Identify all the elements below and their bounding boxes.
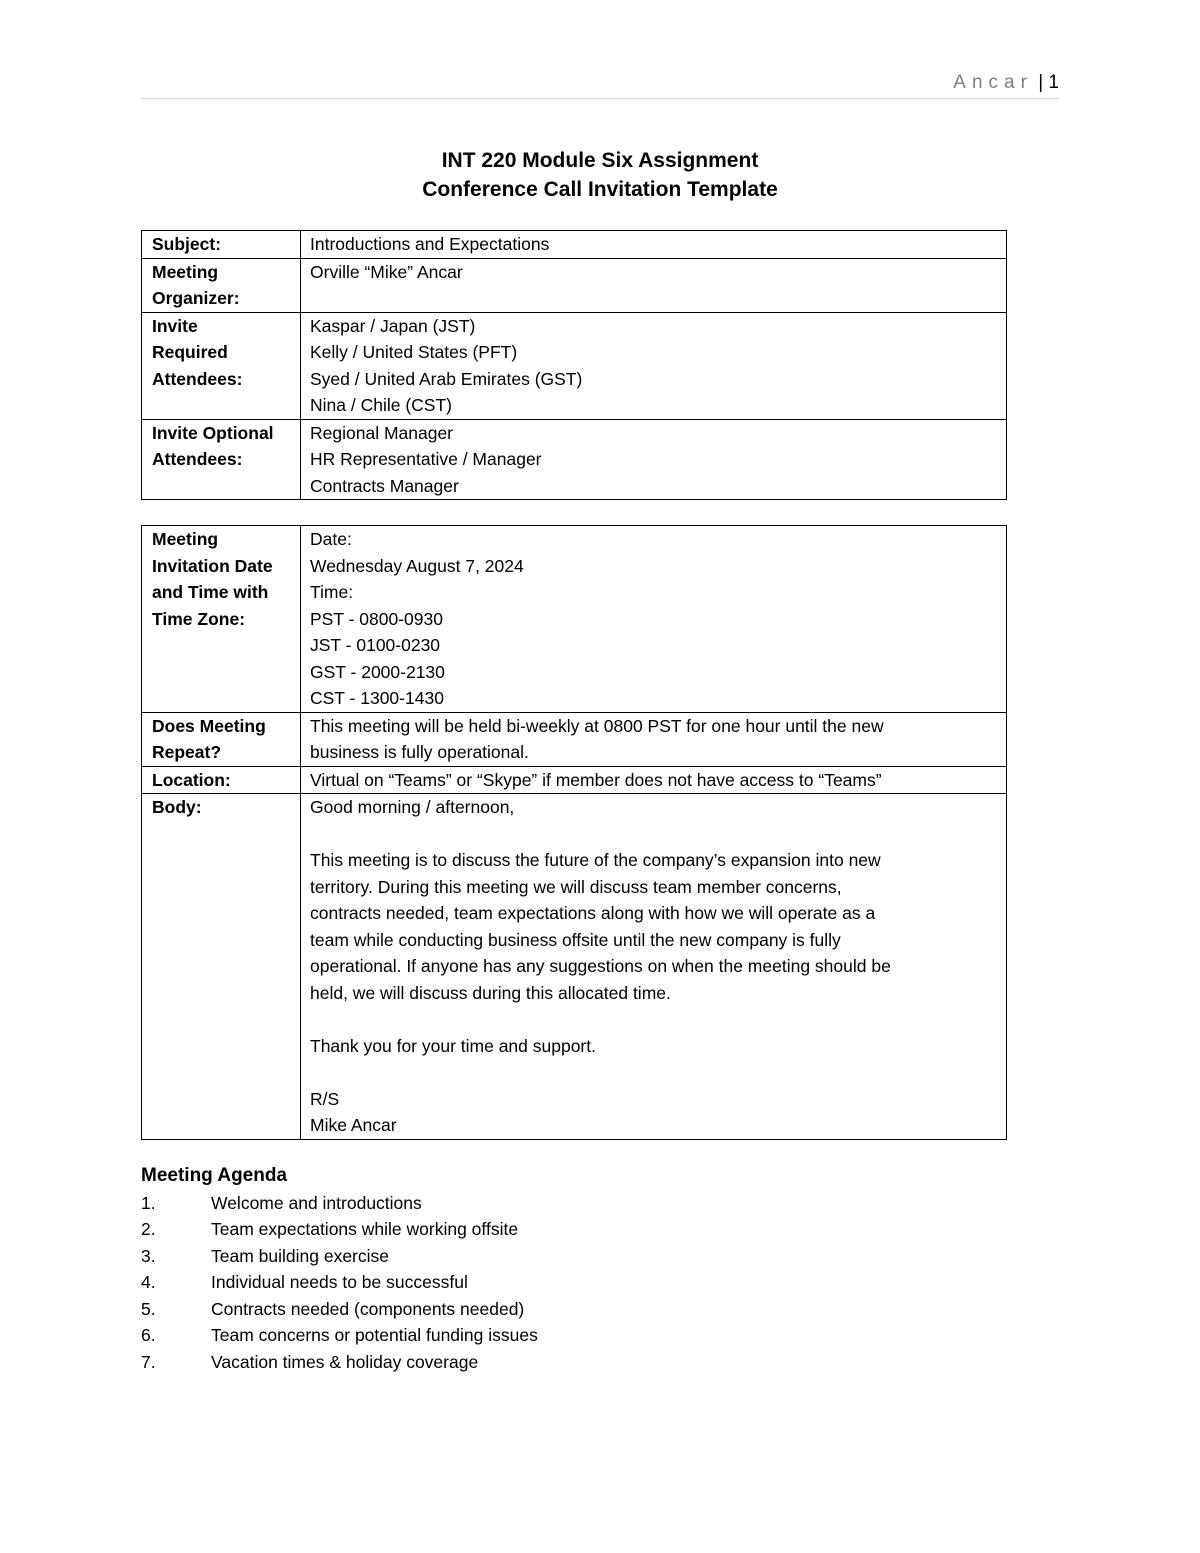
list-item xyxy=(141,1322,538,1349)
attendee-item: Regional Manager xyxy=(310,422,454,443)
body-paragraph-line: team while conducting business offsite until the new company is fully xyxy=(310,929,841,950)
attendee-item: HR Representative / Manager xyxy=(310,449,542,469)
label-line: Invitation Date xyxy=(152,555,273,576)
title-line-1: INT 220 Module Six Assignment xyxy=(441,149,759,172)
blank-line xyxy=(310,821,1000,848)
list-item xyxy=(141,1190,538,1217)
item-number: 3. xyxy=(141,1245,156,1266)
label-line: Attendees: xyxy=(152,368,243,389)
attendee-item: Contracts Manager xyxy=(310,475,459,496)
item-text: Team expectations while working offsite xyxy=(211,1219,519,1239)
label-line: Meeting xyxy=(152,261,219,282)
meeting-details-table xyxy=(141,525,1007,1140)
label-line: Meeting xyxy=(152,529,219,549)
body-thanks: Thank you for your time and support. xyxy=(310,1035,596,1056)
list-item xyxy=(141,1349,538,1376)
list-item xyxy=(141,1243,538,1270)
page-number: 1 xyxy=(1048,72,1059,93)
repeat-line: This meeting will be held bi-weekly at 0800 PST for one hour until the new xyxy=(310,715,884,736)
item-text: Welcome and introductions xyxy=(211,1192,422,1213)
label-line: Organizer: xyxy=(152,288,240,308)
label-line: Invite xyxy=(152,315,198,336)
body-greeting: Good morning / afternoon, xyxy=(310,797,515,817)
header-separator: | xyxy=(1038,72,1044,93)
item-number: 6. xyxy=(141,1325,156,1345)
table-row xyxy=(142,419,1007,500)
subject-label: Subject: xyxy=(142,231,301,259)
datetime-line: Date: xyxy=(310,529,352,549)
required-attendees-label xyxy=(142,312,301,419)
body-value xyxy=(301,794,1007,1140)
item-number: 7. xyxy=(141,1351,156,1372)
datetime-line: Time: xyxy=(310,582,354,602)
header-author: Ancar xyxy=(953,72,1033,93)
body-paragraph-line: operational. If anyone has any suggestions on when the meeting should be xyxy=(310,956,891,976)
organizer-label xyxy=(142,258,301,312)
body-paragraph-line: territory. During this meeting we will discuss team member concerns, xyxy=(310,876,842,897)
label-line: and Time with xyxy=(152,582,269,602)
label-line: Invite Optional xyxy=(152,422,274,443)
subject-value: Introductions and Expectations xyxy=(301,231,1007,259)
table-row xyxy=(142,258,1007,312)
optional-attendees-value xyxy=(301,419,1007,500)
list-item xyxy=(141,1296,538,1323)
item-text: Team concerns or potential funding issues xyxy=(211,1325,538,1345)
body-signature-name: Mike Ancar xyxy=(310,1115,397,1135)
item-text: Team building exercise xyxy=(211,1245,390,1266)
datetime-line: PST - 0800-0930 xyxy=(310,608,443,629)
datetime-line: CST - 1300-1430 xyxy=(310,688,444,708)
item-number: 1. xyxy=(141,1192,156,1213)
label-line: Does Meeting xyxy=(152,715,266,736)
blank-line xyxy=(310,1059,1000,1086)
label-line: Time Zone: xyxy=(152,608,246,629)
item-number: 2. xyxy=(141,1219,156,1239)
repeat-label xyxy=(142,712,301,766)
invitation-details-table xyxy=(141,230,1007,500)
label-line: Attendees: xyxy=(152,449,243,469)
list-item xyxy=(141,1216,538,1243)
table-row xyxy=(142,312,1007,419)
location-value xyxy=(301,766,1007,794)
body-paragraph-line: This meeting is to discuss the future of the company’s expansion into new xyxy=(310,850,881,870)
attendee-item: Kelly / United States (PFT) xyxy=(310,342,518,362)
attendee-item: Nina / Chile (CST) xyxy=(310,395,452,415)
datetime-line: GST - 2000-2130 xyxy=(310,661,445,682)
repeat-line: business is fully operational. xyxy=(310,742,529,762)
datetime-label xyxy=(142,526,301,713)
blank-line xyxy=(310,1006,1000,1033)
organizer-value: Orville “Mike” Ancar xyxy=(301,258,1007,312)
table-row xyxy=(142,712,1007,766)
body-paragraph-line: contracts needed, team expectations along with how we will operate as a xyxy=(310,903,876,923)
label-line: Repeat? xyxy=(152,742,222,762)
table-row xyxy=(142,794,1007,1140)
body-label: Body: xyxy=(142,794,301,1140)
optional-attendees-label xyxy=(142,419,301,500)
document-title xyxy=(0,146,1200,204)
body-signoff: R/S xyxy=(310,1088,340,1109)
list-item xyxy=(141,1269,538,1296)
table-row xyxy=(142,766,1007,794)
body-paragraph-line: held, we will discuss during this allocated time. xyxy=(310,982,671,1003)
label-line: Required xyxy=(152,342,228,362)
title-line-2: Conference Call Invitation Template xyxy=(422,178,778,201)
meeting-agenda xyxy=(141,1163,538,1375)
location-line: Virtual on “Teams” or “Skype” if member does not have access to “Teams” xyxy=(310,769,882,790)
required-attendees-value xyxy=(301,312,1007,419)
item-number: 4. xyxy=(141,1272,156,1292)
agenda-heading: Meeting Agenda xyxy=(141,1165,288,1186)
page-header xyxy=(953,72,1059,94)
location-label: Location: xyxy=(142,766,301,794)
header-divider xyxy=(141,98,1059,99)
item-text: Individual needs to be successful xyxy=(211,1272,468,1292)
datetime-line: Wednesday August 7, 2024 xyxy=(310,555,524,576)
item-text: Contracts needed (components needed) xyxy=(211,1298,525,1319)
datetime-value xyxy=(301,526,1007,713)
item-text: Vacation times & holiday coverage xyxy=(211,1351,479,1372)
item-number: 5. xyxy=(141,1298,156,1319)
table-row xyxy=(142,231,1007,259)
repeat-value xyxy=(301,712,1007,766)
datetime-line: JST - 0100-0230 xyxy=(310,635,441,655)
attendee-item: Kaspar / Japan (JST) xyxy=(310,315,476,336)
attendee-item: Syed / United Arab Emirates (GST) xyxy=(310,368,583,389)
table-row xyxy=(142,526,1007,713)
